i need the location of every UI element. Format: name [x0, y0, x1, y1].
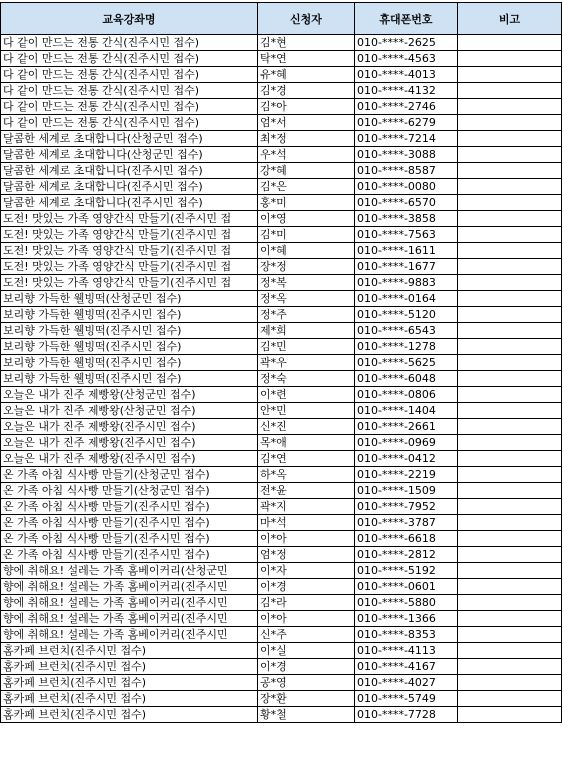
phone-cell[interactable]: 010-****-5880	[355, 595, 458, 611]
applicant-cell[interactable]: 이*경	[258, 579, 355, 595]
course-cell[interactable]: 오늘은 내가 진주 제빵왕(진주시민 접수)	[1, 419, 258, 435]
phone-cell[interactable]: 010-****-0080	[355, 179, 458, 195]
applicant-cell[interactable]: 이*아	[258, 531, 355, 547]
applicant-cell[interactable]: 황*철	[258, 707, 355, 723]
header-phone[interactable]: 휴대폰번호	[355, 3, 458, 35]
applicant-cell[interactable]: 탁*연	[258, 51, 355, 67]
course-cell[interactable]: 향에 취해요! 설레는 가족 홈베이커리(진주시민	[1, 595, 258, 611]
course-cell[interactable]: 다 같이 만드는 전통 간식(진주시민 접수)	[1, 51, 258, 67]
phone-cell[interactable]: 010-****-1366	[355, 611, 458, 627]
table-row	[1, 659, 562, 675]
table-row	[1, 419, 562, 435]
table-row	[1, 211, 562, 227]
header-row	[1, 3, 562, 35]
table-row	[1, 451, 562, 467]
applicant-cell[interactable]: 마*석	[258, 515, 355, 531]
note-cell[interactable]	[458, 499, 562, 515]
applicant-cell[interactable]: 이*실	[258, 643, 355, 659]
table-row	[1, 403, 562, 419]
note-cell[interactable]	[458, 259, 562, 275]
phone-cell[interactable]: 010-****-9883	[355, 275, 458, 291]
note-cell[interactable]	[458, 83, 562, 99]
note-cell[interactable]	[458, 179, 562, 195]
table-row	[1, 643, 562, 659]
applicant-cell[interactable]: 하*옥	[258, 467, 355, 483]
table-row	[1, 35, 562, 51]
phone-cell[interactable]: 010-****-8587	[355, 163, 458, 179]
phone-cell[interactable]: 010-****-0412	[355, 451, 458, 467]
applicant-cell[interactable]: 김*경	[258, 83, 355, 99]
phone-cell[interactable]: 010-****-1677	[355, 259, 458, 275]
course-cell[interactable]: 달콤한 세계로 초대합니다(진주시민 접수)	[1, 163, 258, 179]
applicant-cell[interactable]: 우*석	[258, 147, 355, 163]
course-cell[interactable]: 홈카페 브런치(진주시민 접수)	[1, 675, 258, 691]
course-cell[interactable]: 홈카페 브런치(진주시민 접수)	[1, 659, 258, 675]
header-note[interactable]: 비고	[458, 3, 562, 35]
applicant-cell[interactable]: 정*옥	[258, 291, 355, 307]
note-cell[interactable]	[458, 163, 562, 179]
table-row	[1, 163, 562, 179]
applicant-cell[interactable]: 김*현	[258, 35, 355, 51]
course-cell[interactable]: 도전! 맛있는 가족 영양간식 만들기(진주시민 접	[1, 275, 258, 291]
table-row	[1, 387, 562, 403]
note-cell[interactable]	[458, 51, 562, 67]
table-row	[1, 707, 562, 723]
applicant-cell[interactable]: 공*영	[258, 675, 355, 691]
note-cell[interactable]	[458, 147, 562, 163]
course-cell[interactable]: 향에 취해요! 설레는 가족 홈베이커리(진주시민	[1, 611, 258, 627]
applicant-cell[interactable]: 이*아	[258, 611, 355, 627]
header-course[interactable]: 교육강좌명	[1, 3, 258, 35]
table-row	[1, 691, 562, 707]
applicant-cell[interactable]: 이*련	[258, 387, 355, 403]
note-cell[interactable]	[458, 371, 562, 387]
table-row	[1, 499, 562, 515]
phone-cell[interactable]: 010-****-6048	[355, 371, 458, 387]
applicant-cell[interactable]: 엄*서	[258, 115, 355, 131]
table-row	[1, 483, 562, 499]
table-row	[1, 51, 562, 67]
note-cell[interactable]	[458, 595, 562, 611]
phone-cell[interactable]: 010-****-4167	[355, 659, 458, 675]
table-row	[1, 355, 562, 371]
course-cell[interactable]: 다 같이 만드는 전통 간식(진주시민 접수)	[1, 35, 258, 51]
applicant-cell[interactable]: 신*주	[258, 627, 355, 643]
applicant-cell[interactable]: 이*자	[258, 563, 355, 579]
course-cell[interactable]: 보리향 가득한 웰빙떡(진주시민 접수)	[1, 323, 258, 339]
applicant-cell[interactable]: 안*민	[258, 403, 355, 419]
note-cell[interactable]	[458, 227, 562, 243]
phone-cell[interactable]: 010-****-1404	[355, 403, 458, 419]
phone-cell[interactable]: 010-****-7728	[355, 707, 458, 723]
note-cell[interactable]	[458, 387, 562, 403]
course-cell[interactable]: 달콤한 세계로 초대합니다(진주시민 접수)	[1, 179, 258, 195]
applicant-cell[interactable]: 전*윤	[258, 483, 355, 499]
note-cell[interactable]	[458, 547, 562, 563]
note-cell[interactable]	[458, 67, 562, 83]
table-row	[1, 307, 562, 323]
applicant-cell[interactable]: 강*혜	[258, 163, 355, 179]
note-cell[interactable]	[458, 323, 562, 339]
registration-table	[0, 2, 562, 723]
applicant-cell[interactable]: 유*혜	[258, 67, 355, 83]
phone-cell[interactable]: 010-****-4113	[355, 643, 458, 659]
note-cell[interactable]	[458, 115, 562, 131]
course-cell[interactable]: 보리향 가득한 웰빙떡(진주시민 접수)	[1, 371, 258, 387]
applicant-cell[interactable]: 정*주	[258, 307, 355, 323]
note-cell[interactable]	[458, 643, 562, 659]
phone-cell[interactable]: 010-****-2661	[355, 419, 458, 435]
course-cell[interactable]: 도전! 맛있는 가족 영양간식 만들기(진주시민 접	[1, 227, 258, 243]
phone-cell[interactable]: 010-****-2746	[355, 99, 458, 115]
table-row	[1, 467, 562, 483]
phone-cell[interactable]: 010-****-6570	[355, 195, 458, 211]
course-cell[interactable]: 달콤한 세계로 초대합니다(산청군민 접수)	[1, 147, 258, 163]
applicant-cell[interactable]: 김*은	[258, 179, 355, 195]
phone-cell[interactable]: 010-****-4013	[355, 67, 458, 83]
note-cell[interactable]	[458, 35, 562, 51]
course-cell[interactable]: 오늘은 내가 진주 제빵왕(진주시민 접수)	[1, 435, 258, 451]
applicant-cell[interactable]: 이*경	[258, 659, 355, 675]
note-cell[interactable]	[458, 243, 562, 259]
phone-cell[interactable]: 010-****-5625	[355, 355, 458, 371]
course-cell[interactable]: 향에 취해요! 설레는 가족 홈베이커리(산청군민	[1, 563, 258, 579]
course-cell[interactable]: 향에 취해요! 설레는 가족 홈베이커리(진주시민	[1, 579, 258, 595]
note-cell[interactable]	[458, 707, 562, 723]
applicant-cell[interactable]: 장*정	[258, 259, 355, 275]
phone-cell[interactable]: 010-****-4132	[355, 83, 458, 99]
course-cell[interactable]: 다 같이 만드는 전통 간식(진주시민 접수)	[1, 115, 258, 131]
phone-cell[interactable]: 010-****-0806	[355, 387, 458, 403]
course-cell[interactable]: 온 가족 아침 식사빵 만들기(진주시민 접수)	[1, 515, 258, 531]
phone-cell[interactable]: 010-****-7214	[355, 131, 458, 147]
phone-cell[interactable]: 010-****-3858	[355, 211, 458, 227]
phone-cell[interactable]: 010-****-7952	[355, 499, 458, 515]
phone-cell[interactable]: 010-****-2812	[355, 547, 458, 563]
note-cell[interactable]	[458, 675, 562, 691]
note-cell[interactable]	[458, 627, 562, 643]
course-cell[interactable]: 향에 취해요! 설레는 가족 홈베이커리(진주시민	[1, 627, 258, 643]
phone-cell[interactable]: 010-****-0164	[355, 291, 458, 307]
phone-cell[interactable]: 010-****-3787	[355, 515, 458, 531]
note-cell[interactable]	[458, 291, 562, 307]
applicant-cell[interactable]: 이*영	[258, 211, 355, 227]
note-cell[interactable]	[458, 403, 562, 419]
course-cell[interactable]: 달콤한 세계로 초대합니다(진주시민 접수)	[1, 195, 258, 211]
table-row	[1, 275, 562, 291]
applicant-cell[interactable]: 김*연	[258, 451, 355, 467]
note-cell[interactable]	[458, 131, 562, 147]
applicant-cell[interactable]: 김*아	[258, 99, 355, 115]
note-cell[interactable]	[458, 691, 562, 707]
phone-cell[interactable]: 010-****-8353	[355, 627, 458, 643]
note-cell[interactable]	[458, 515, 562, 531]
note-cell[interactable]	[458, 579, 562, 595]
table-row	[1, 371, 562, 387]
phone-cell[interactable]: 010-****-4027	[355, 675, 458, 691]
note-cell[interactable]	[458, 531, 562, 547]
note-cell[interactable]	[458, 99, 562, 115]
note-cell[interactable]	[458, 451, 562, 467]
course-cell[interactable]: 도전! 맛있는 가족 영양간식 만들기(진주시민 접	[1, 259, 258, 275]
course-cell[interactable]: 오늘은 내가 진주 제빵왕(산청군민 접수)	[1, 403, 258, 419]
applicant-cell[interactable]: 곽*지	[258, 499, 355, 515]
phone-cell[interactable]: 010-****-3088	[355, 147, 458, 163]
course-cell[interactable]: 보리향 가득한 웰빙떡(진주시민 접수)	[1, 339, 258, 355]
phone-cell[interactable]: 010-****-6543	[355, 323, 458, 339]
table-row	[1, 195, 562, 211]
phone-cell[interactable]: 010-****-6279	[355, 115, 458, 131]
course-cell[interactable]: 홈카페 브런치(진주시민 접수)	[1, 707, 258, 723]
phone-cell[interactable]: 010-****-2219	[355, 467, 458, 483]
note-cell[interactable]	[458, 275, 562, 291]
applicant-cell[interactable]: 김*라	[258, 595, 355, 611]
course-cell[interactable]: 홈카페 브런치(진주시민 접수)	[1, 691, 258, 707]
phone-cell[interactable]: 010-****-0969	[355, 435, 458, 451]
table-row	[1, 435, 562, 451]
phone-cell[interactable]: 010-****-1611	[355, 243, 458, 259]
note-cell[interactable]	[458, 563, 562, 579]
course-cell[interactable]: 보리향 가득한 웰빙떡(진주시민 접수)	[1, 307, 258, 323]
applicant-cell[interactable]: 김*민	[258, 339, 355, 355]
table-row	[1, 579, 562, 595]
table-row	[1, 147, 562, 163]
applicant-cell[interactable]: 제*희	[258, 323, 355, 339]
table-row	[1, 627, 562, 643]
table-row	[1, 131, 562, 147]
course-cell[interactable]: 보리향 가득한 웰빙떡(산청군민 접수)	[1, 291, 258, 307]
applicant-cell[interactable]: 곽*우	[258, 355, 355, 371]
table-row	[1, 547, 562, 563]
table-row	[1, 675, 562, 691]
note-cell[interactable]	[458, 483, 562, 499]
course-cell[interactable]: 오늘은 내가 진주 제빵왕(진주시민 접수)	[1, 451, 258, 467]
table-row	[1, 179, 562, 195]
table-row	[1, 323, 562, 339]
phone-cell[interactable]: 010-****-5749	[355, 691, 458, 707]
table-row	[1, 595, 562, 611]
table-row	[1, 115, 562, 131]
applicant-cell[interactable]: 김*미	[258, 227, 355, 243]
course-cell[interactable]: 다 같이 만드는 전통 간식(진주시민 접수)	[1, 99, 258, 115]
course-cell[interactable]: 도전! 맛있는 가족 영양간식 만들기(진주시민 접	[1, 211, 258, 227]
note-cell[interactable]	[458, 435, 562, 451]
course-cell[interactable]: 홈카페 브런치(진주시민 접수)	[1, 643, 258, 659]
table-row	[1, 291, 562, 307]
note-cell[interactable]	[458, 659, 562, 675]
phone-cell[interactable]: 010-****-0601	[355, 579, 458, 595]
applicant-cell[interactable]: 목*애	[258, 435, 355, 451]
table-row	[1, 99, 562, 115]
applicant-cell[interactable]: 장*환	[258, 691, 355, 707]
course-cell[interactable]: 온 가족 아침 식사빵 만들기(산청군민 접수)	[1, 467, 258, 483]
course-cell[interactable]: 다 같이 만드는 전통 간식(진주시민 접수)	[1, 83, 258, 99]
note-cell[interactable]	[458, 419, 562, 435]
table-row	[1, 243, 562, 259]
phone-cell[interactable]: 010-****-7563	[355, 227, 458, 243]
note-cell[interactable]	[458, 195, 562, 211]
table-row	[1, 563, 562, 579]
note-cell[interactable]	[458, 211, 562, 227]
applicant-cell[interactable]: 홍*미	[258, 195, 355, 211]
table-row	[1, 531, 562, 547]
table-row	[1, 227, 562, 243]
table-row	[1, 339, 562, 355]
course-cell[interactable]: 온 가족 아침 식사빵 만들기(산청군민 접수)	[1, 483, 258, 499]
phone-cell[interactable]: 010-****-1278	[355, 339, 458, 355]
phone-cell[interactable]: 010-****-2625	[355, 35, 458, 51]
course-cell[interactable]: 온 가족 아침 식사빵 만들기(진주시민 접수)	[1, 499, 258, 515]
phone-cell[interactable]: 010-****-5192	[355, 563, 458, 579]
phone-cell[interactable]: 010-****-4563	[355, 51, 458, 67]
course-cell[interactable]: 다 같이 만드는 전통 간식(진주시민 접수)	[1, 67, 258, 83]
table-row	[1, 83, 562, 99]
course-cell[interactable]: 도전! 맛있는 가족 영양간식 만들기(진주시민 접	[1, 243, 258, 259]
table-row	[1, 67, 562, 83]
note-cell[interactable]	[458, 355, 562, 371]
table-row	[1, 611, 562, 627]
phone-cell[interactable]: 010-****-5120	[355, 307, 458, 323]
applicant-cell[interactable]: 이*혜	[258, 243, 355, 259]
course-cell[interactable]: 온 가족 아침 식사빵 만들기(진주시민 접수)	[1, 531, 258, 547]
note-cell[interactable]	[458, 467, 562, 483]
course-cell[interactable]: 온 가족 아침 식사빵 만들기(진주시민 접수)	[1, 547, 258, 563]
table-row	[1, 515, 562, 531]
course-cell[interactable]: 달콤한 세계로 초대합니다(산청군민 접수)	[1, 131, 258, 147]
course-cell[interactable]: 보리향 가득한 웰빙떡(진주시민 접수)	[1, 355, 258, 371]
note-cell[interactable]	[458, 339, 562, 355]
note-cell[interactable]	[458, 611, 562, 627]
phone-cell[interactable]: 010-****-1509	[355, 483, 458, 499]
applicant-cell[interactable]: 정*숙	[258, 371, 355, 387]
course-cell[interactable]: 오늘은 내가 진주 제빵왕(산청군민 접수)	[1, 387, 258, 403]
table-row	[1, 259, 562, 275]
applicant-cell[interactable]: 신*진	[258, 419, 355, 435]
phone-cell[interactable]: 010-****-6618	[355, 531, 458, 547]
applicant-cell[interactable]: 최*정	[258, 131, 355, 147]
note-cell[interactable]	[458, 307, 562, 323]
header-applicant[interactable]: 신청자	[258, 3, 355, 35]
applicant-cell[interactable]: 엄*정	[258, 547, 355, 563]
applicant-cell[interactable]: 정*복	[258, 275, 355, 291]
